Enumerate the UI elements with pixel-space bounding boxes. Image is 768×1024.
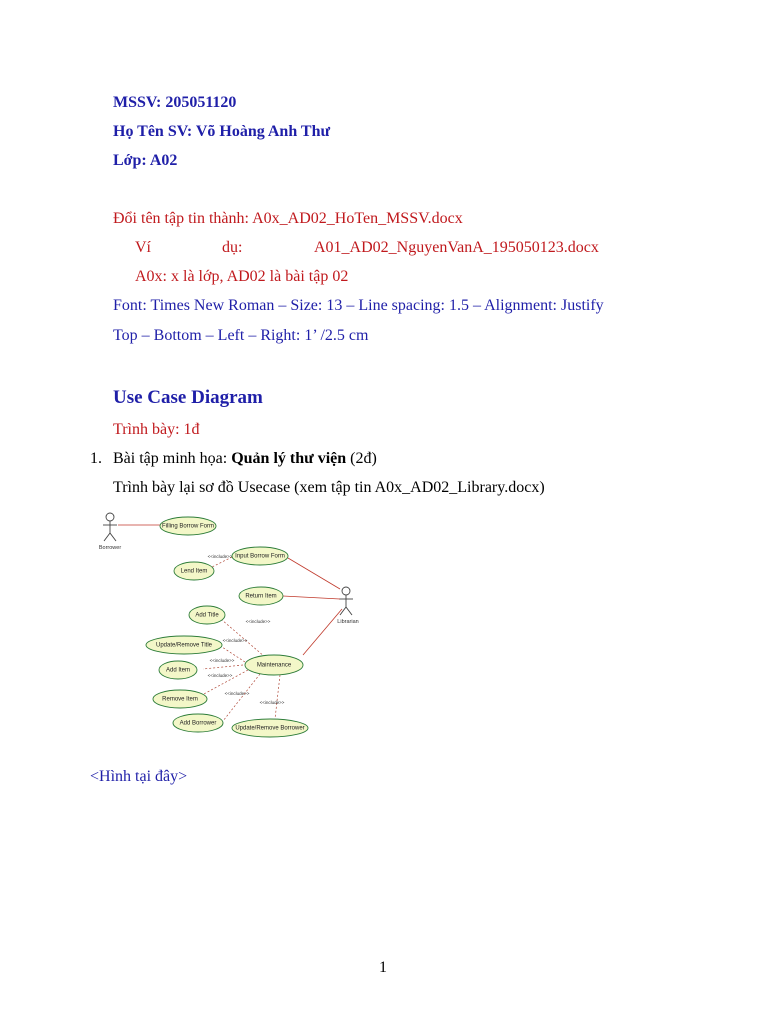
svg-text:Remove Item: Remove Item bbox=[162, 696, 198, 703]
section-heading: Use Case Diagram bbox=[113, 387, 263, 408]
svg-text:Input Borrow Form: Input Borrow Form bbox=[235, 553, 285, 560]
use-case-return-item bbox=[239, 587, 283, 605]
svg-text:Return Item: Return Item bbox=[245, 593, 277, 600]
student-class: Lớp: A02 bbox=[113, 152, 178, 169]
use-case-input-borrow-form bbox=[232, 547, 288, 565]
include-label: <<include>> bbox=[245, 619, 271, 624]
naming-explanation: A0x: x là lớp, AD02 là bài tập 02 bbox=[135, 268, 349, 285]
include-line bbox=[203, 665, 243, 669]
borrower-actor bbox=[99, 513, 121, 551]
svg-text:Add Item: Add Item bbox=[165, 667, 191, 674]
include-label: <<include>> bbox=[224, 691, 250, 696]
include-line bbox=[223, 674, 260, 721]
exercise-detail: Trình bày lại sơ đồ Usecase (xem tập tin A0x_AD02_Library.docx) bbox=[113, 479, 545, 496]
font-instruction: Font: Times New Roman – Size: 13 – Line spacing: 1.5 – Alignment: Justify bbox=[113, 297, 604, 314]
student-name: Họ Tên SV: Võ Hoàng Anh Thư bbox=[113, 123, 331, 140]
exercise-topic: Quản lý thư viện bbox=[231, 450, 347, 467]
use-case-remove-item bbox=[153, 690, 207, 708]
example-filename: A01_AD02_NguyenVanA_195050123.docx bbox=[314, 239, 599, 256]
include-line bbox=[275, 675, 280, 719]
use-case-filling-borrow-form bbox=[160, 517, 216, 535]
include-label: <<include>> bbox=[259, 700, 285, 705]
include-label: <<include>> bbox=[222, 638, 248, 643]
use-case-diagram bbox=[90, 505, 370, 745]
borrower-label: Borrower bbox=[98, 545, 122, 551]
include-label: <<include>> bbox=[207, 554, 233, 559]
svg-text:Maintenance: Maintenance bbox=[256, 662, 292, 669]
svg-text:Add Borrower: Add Borrower bbox=[179, 720, 217, 727]
include-label: <<include>> bbox=[207, 673, 233, 678]
example-word-vi: Ví bbox=[135, 239, 151, 256]
use-case-update-remove-title bbox=[146, 636, 222, 654]
exercise-prefix: Bài tập minh họa: bbox=[113, 450, 232, 467]
list-number: 1. bbox=[90, 450, 102, 467]
student-id: MSSV: 205051120 bbox=[113, 94, 237, 111]
use-case-update-remove-borrower bbox=[232, 719, 308, 737]
rename-instruction: Đổi tên tập tin thành: A0x_AD02_HoTen_MSSV.docx bbox=[113, 210, 463, 227]
use-case-add-borrower bbox=[173, 714, 223, 732]
use-case-lend-item bbox=[174, 562, 214, 580]
svg-text:Update/Remove Borrower: Update/Remove Borrower bbox=[235, 725, 305, 732]
svg-text:Filling Borrow Form: Filling Borrow Form bbox=[161, 523, 215, 530]
use-case-add-item bbox=[159, 661, 197, 679]
image-placeholder: <Hình tại đây> bbox=[90, 768, 188, 785]
include-label: <<include>> bbox=[209, 658, 235, 663]
exercise-points: (2đ) bbox=[346, 450, 377, 467]
svg-text:Lend Item: Lend Item bbox=[180, 568, 208, 575]
svg-text:Update/Remove Title: Update/Remove Title bbox=[155, 642, 213, 649]
exercise-title bbox=[113, 450, 377, 468]
page-number: 1 bbox=[379, 959, 387, 976]
svg-text:Add Title: Add Title bbox=[195, 612, 219, 619]
use-case-maintenance bbox=[245, 655, 303, 675]
association-line bbox=[283, 596, 340, 599]
margin-instruction: Top – Bottom – Left – Right: 1’ /2.5 cm bbox=[113, 327, 369, 344]
association-line bbox=[288, 558, 340, 589]
association-line bbox=[303, 609, 342, 655]
librarian-actor bbox=[337, 587, 358, 625]
example-word-du: dụ: bbox=[222, 239, 243, 256]
librarian-label: Librarian bbox=[337, 619, 359, 625]
score-note: Trình bày: 1đ bbox=[113, 421, 200, 438]
use-case-add-title bbox=[189, 606, 225, 624]
